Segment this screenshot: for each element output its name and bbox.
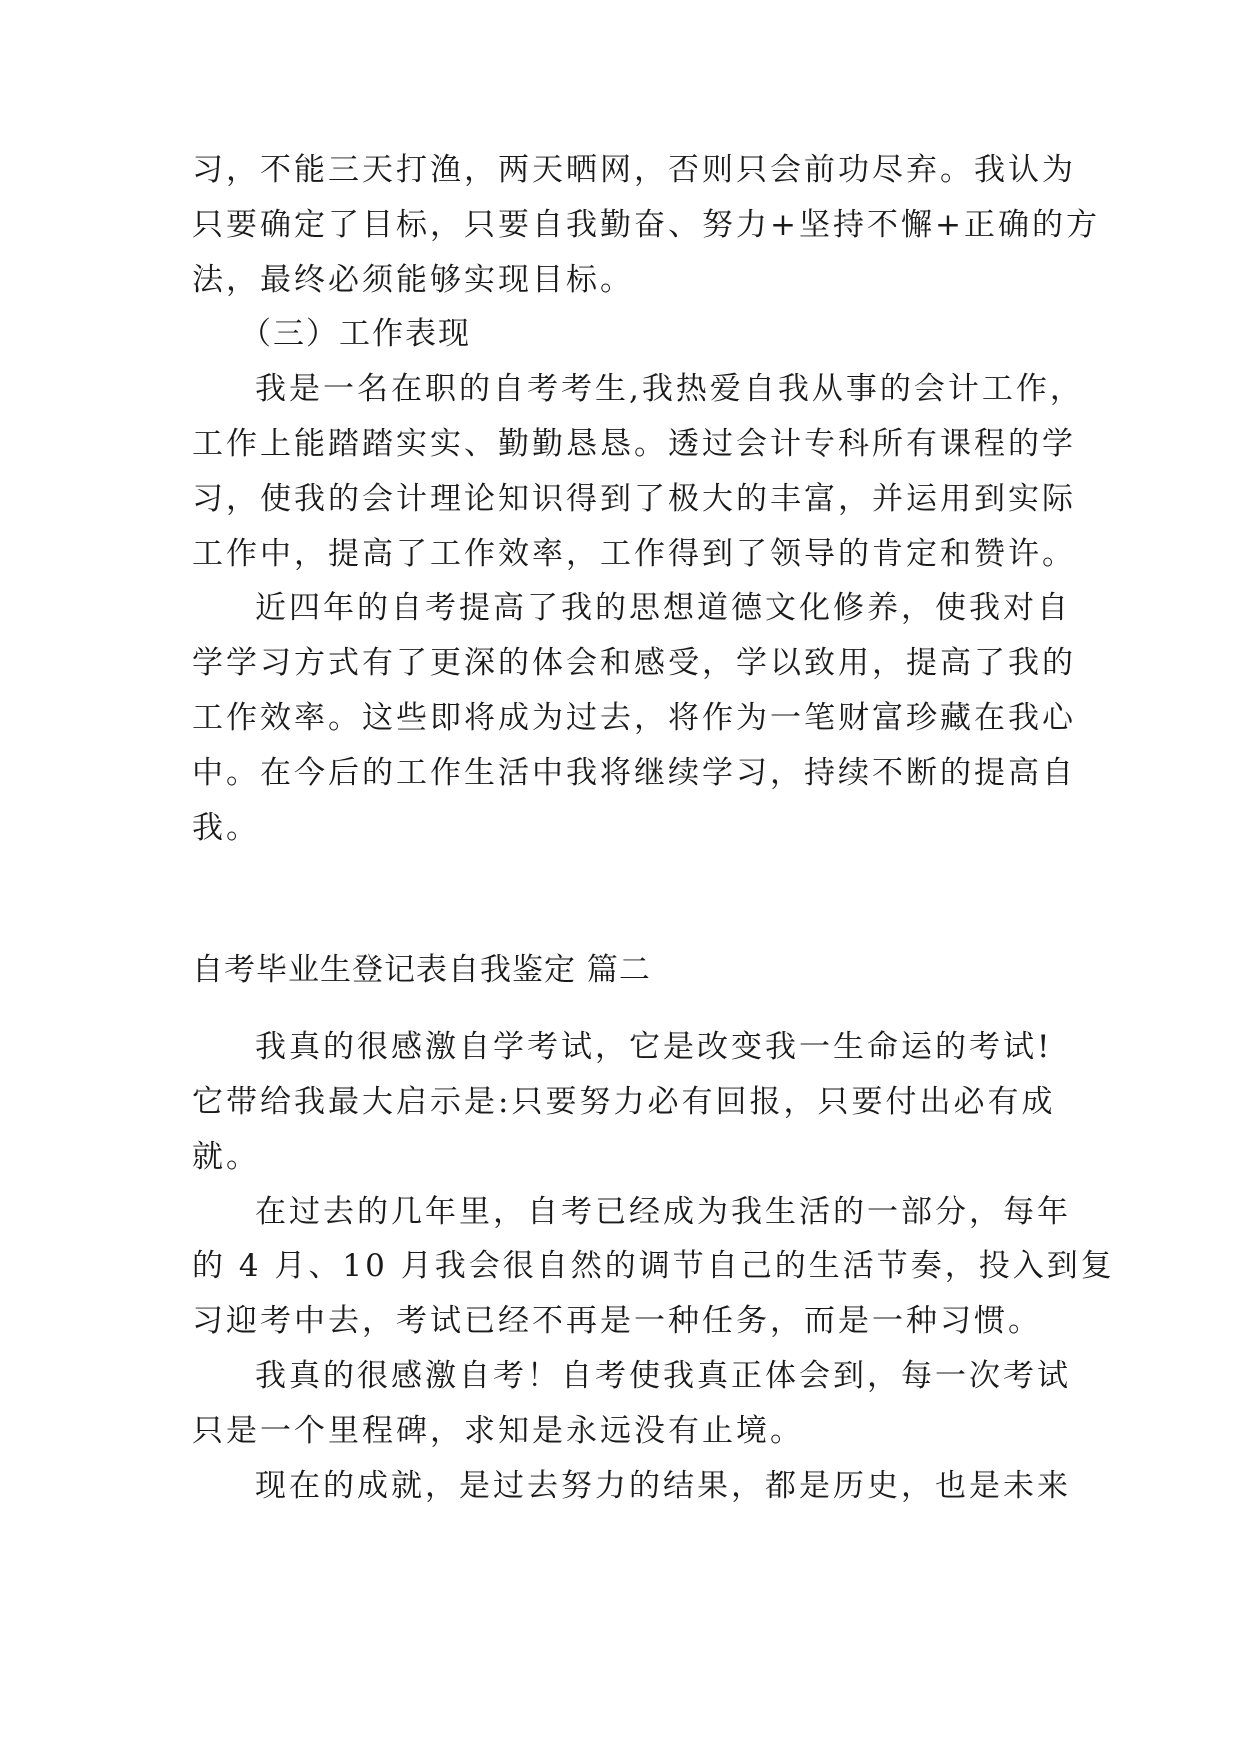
- paragraph-line: 只是一个里程碑，求知是永远没有止境。: [192, 1413, 804, 1449]
- paragraph-line: 我真的很感激自考！自考使我真正体会到，每一次考试: [255, 1358, 1071, 1394]
- section-title: 自考毕业生登记表自我鉴定 篇二: [192, 952, 651, 988]
- paragraph-line: 我是一名在职的自考考生,我热爱自我从事的会计工作，: [255, 371, 1084, 407]
- paragraph-line: 习迎考中去，考试已经不再是一种任务，而是一种习惯。: [192, 1303, 1042, 1339]
- paragraph-line: 工作上能踏踏实实、勤勤恳恳。透过会计专科所有课程的学: [192, 426, 1076, 462]
- paragraph-line: 近四年的自考提高了我的思想道德文化修养，使我对自: [255, 590, 1071, 626]
- paragraph-line: 学学习方式有了更深的体会和感受，学以致用，提高了我的: [192, 645, 1076, 681]
- paragraph-line: 的 4 月、10 月我会很自然的调节自己的生活节奏，投入到复: [192, 1248, 1115, 1284]
- paragraph-line: 法，最终必须能够实现目标。: [192, 262, 634, 298]
- paragraph-line: 现在的成就，是过去努力的结果，都是历史，也是未来: [255, 1468, 1071, 1504]
- paragraph-line: 习，使我的会计理论知识得到了极大的丰富，并运用到实际: [192, 481, 1076, 517]
- paragraph-line: 它带给我最大启示是:只要努力必有回报，只要付出必有成: [192, 1084, 1056, 1120]
- paragraph-line: 中。在今后的工作生活中我将继续学习，持续不断的提高自: [192, 755, 1076, 791]
- paragraph-line: 在过去的几年里，自考已经成为我生活的一部分，每年: [255, 1194, 1071, 1230]
- paragraph-line: 就。: [192, 1139, 260, 1175]
- paragraph-line: 工作中，提高了工作效率，工作得到了领导的肯定和赞许。: [192, 536, 1076, 572]
- paragraph-line: 工作效率。这些即将成为过去，将作为一笔财富珍藏在我心: [192, 700, 1076, 736]
- paragraph-line: 习，不能三天打渔，两天晒网，否则只会前功尽弃。我认为: [192, 152, 1076, 188]
- paragraph-line: 我真的很感激自学考试，它是改变我一生命运的考试!: [255, 1029, 1053, 1065]
- section-heading: （三）工作表现: [240, 316, 471, 352]
- paragraph-line: 我。: [192, 810, 260, 846]
- paragraph-line: 只要确定了目标，只要自我勤奋、努力+坚持不懈+正确的方: [192, 207, 1100, 243]
